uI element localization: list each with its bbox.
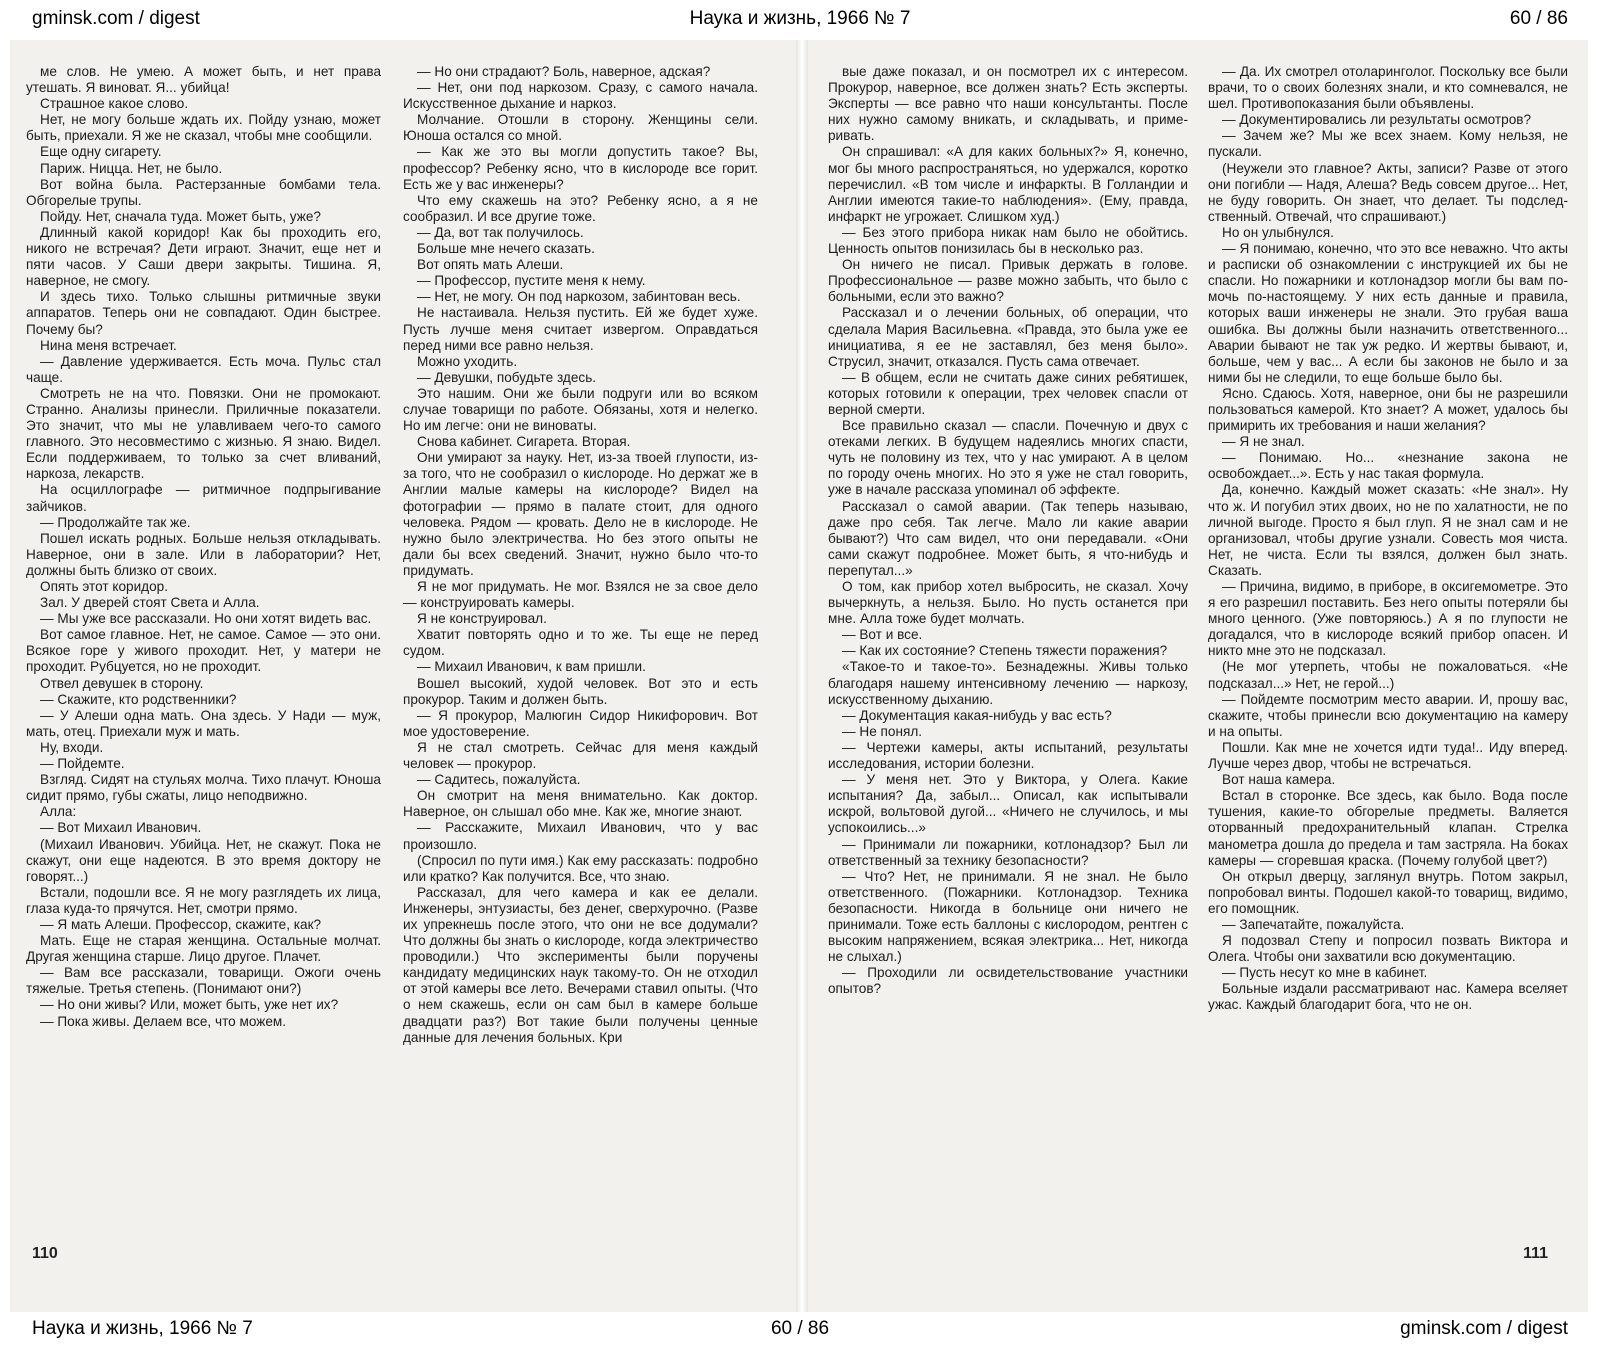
site-link[interactable]: gminsk.com / digest bbox=[32, 8, 200, 29]
paragraph: Страшное какое слово. bbox=[40, 96, 189, 112]
paragraph: — Проходили ли освидетельствование участники опытов? bbox=[828, 965, 1188, 997]
paragraph: — Пусть несут ко мне в кабинет. bbox=[1222, 965, 1428, 981]
paragraph: — Нет, они под наркозом. Сразу, с самого начала. Искусственное дыхание и наркоз. bbox=[403, 80, 758, 112]
paragraph: — Да. Их смотрел отоларинголог. Поскольку все были врачи, то о своих болезнях знали, и кто сомневался, не шел. Противопоказания были объявлены. bbox=[1208, 64, 1568, 112]
paragraph: — Документация какая-нибудь у вас есть? bbox=[842, 707, 1112, 723]
paragraph: Я не конструировал. bbox=[417, 611, 547, 627]
paragraph: Рассказал, для чего камера и как ее делали. Инженеры, энтузиасты, без денег, сверхурочно. (Разве их упрекнешь после этого, что они не все додумали? Что должны бы знать о кислороде, когда электричество проводили.) Что эксперименты были поручены кандидату медицинских наук такому-то. Он не отходил от этой камеры все лето. Вечерами ставил опыты. (Что о нем скажешь, если он сам был в камере больше двадцати раз?) Вот такие были получены ценные данные для лечения больных. Кри bbox=[403, 884, 758, 1045]
paragraph: Я подозвал Степу и попросил позвать Виктора и Олега. Чтобы они захватили всю документацию. bbox=[1208, 933, 1568, 965]
text-column-right-1 bbox=[828, 64, 1188, 1249]
paragraph: — Как же это вы могли допустить такое? Вы, профессор? Ребенку ясно, что в кислороде все горит. Есть же у вас инженеры? bbox=[403, 144, 758, 192]
paragraph: — Но они живы? Или, может быть, уже нет их? bbox=[40, 997, 339, 1013]
paragraph: (Спросил по пути имя.) Как ему рассказать: подробно или кратко? Как получится. Все, что знаю. bbox=[403, 852, 758, 884]
paragraph: — Я мать Алеши. Профессор, скажите, как? bbox=[40, 916, 322, 932]
paragraph: Зал. У дверей стоят Света и Алла. bbox=[40, 595, 260, 611]
paragraph: Рассказал и о лечении больных, об операции, что сделала Мария Васильевна. «Правда, это была уже ее инициатива, я ее не заставлял, без меня было». Струсил, значит, отказался. Пусть сама отвечает. bbox=[828, 305, 1188, 369]
paragraph: — Я не знал. bbox=[1222, 434, 1305, 450]
text-column-left-2 bbox=[403, 64, 758, 1249]
paragraph: Что ему скажешь на это? Ребенку ясно, а я не сообразил. И все другие тоже. bbox=[403, 192, 758, 224]
paragraph: — Продолжайте так же. bbox=[40, 514, 191, 530]
paragraph: — Принимали ли пожарники, котлонадзор? Был ли ответственный за технику безопасности? bbox=[828, 836, 1188, 868]
paragraph: (Не мог утерпеть, чтобы не пожаловаться. «Не подсказал...» Нет, не герой...) bbox=[1208, 659, 1568, 691]
paragraph: На осциллографе — ритмичное подпрыгивание зайчиков. bbox=[26, 482, 381, 514]
paragraph: — Михаил Иванович, к вам пришли. bbox=[417, 659, 646, 675]
paragraph: Алла: bbox=[40, 804, 77, 820]
paragraph: — Расскажите, Михаил Иванович, что у вас произошло. bbox=[403, 820, 758, 852]
paragraph: Встали, подошли все. Я не могу разглядеть их лица, глаза куда-то прячутся. Нет, смотри прямо. bbox=[26, 884, 381, 916]
paragraph: Я не стал смотреть. Сейчас для меня каждый человек — прокурор. bbox=[403, 739, 758, 772]
paragraph: (Михаил Иванович. Убийца. Нет, не скажут. Пока не скажут, они еще надеются. В это время доктору не говорят...) bbox=[26, 836, 381, 884]
paragraph: ме слов. Не умею. А может быть, и нет права утешать. Я виноват. Я... убийца! bbox=[26, 64, 381, 96]
paragraph: Не настаивала. Нельзя пустить. Ей же будет хуже. Пусть лучше меня считает извергом. Оправдаться перед ними все равно нельзя. bbox=[403, 305, 758, 353]
paragraph: — Без этого прибора никак нам было не обойтись. Ценность опытов понизилась бы в несколько раз. bbox=[828, 224, 1188, 257]
paragraph: Встал в сторонке. Все здесь, как было. Вода после тушения, какие-то обгорелые предметы. Валяется оторванный предохранительный клапан. Стрелка манометра дошла до предела и там застряла. На боках камеры — сгоревшая краска. (Почему голубой цвет?) bbox=[1208, 788, 1568, 868]
paragraph: — У Алеши одна мать. Она здесь. У Нади — муж, мать, отец. Приехали муж и мать. bbox=[26, 707, 381, 739]
paragraph: — Пойдемте посмотрим место аварии. И, прошу вас, скажите, чтобы принесли всю документацию на камеру и на опыты. bbox=[1208, 691, 1568, 739]
paragraph: — У меня нет. Это у Виктора, у Олега. Какие испытания? Да, забыл... Описал, как испытывали искрой, вольтовой дугой... «Ничего не случилось, и мы успокоились...» bbox=[828, 772, 1188, 836]
paragraph: — Скажите, кто родственники? bbox=[40, 691, 237, 707]
paragraph: Смотреть не на что. Повязки. Они не промокают. Странно. Анализы принесли. Приличные показатели. Это значит, что мы не улавливаем чего-то самого главного. Это несовместимо с жизнью. Я знаю. Видел. Если поддерживаем, то только за счет вливаний, наркоза, лекарств. bbox=[26, 385, 381, 482]
paragraph: — Как их состояние? Степень тяжести поражения? bbox=[842, 643, 1168, 659]
paragraph: — Давление удерживается. Есть моча. Пульс стал чаще. bbox=[26, 353, 381, 385]
paragraph: Париж. Ницца. Нет, не было. bbox=[40, 160, 223, 176]
paragraph: Взгляд. Сидят на стульях молча. Тихо плачут. Юноша сидит прямо, губы сжаты, лицо неподвижно. bbox=[26, 772, 381, 804]
paragraph: Больные издали рассматривают нас. Камера вселяет ужас. Каждый благодарит бога, что не он. bbox=[1208, 981, 1568, 1013]
paragraph: Опять этот коридор. bbox=[40, 579, 168, 594]
paragraph: — Понимаю. Но... «незнание закона не освобождает...». Есть у нас такая формула. bbox=[1208, 450, 1568, 482]
paragraph: — Вот Михаил Иванович. bbox=[40, 820, 202, 836]
document-title-footer: Наука и жизнь, 1966 № 7 bbox=[32, 1318, 253, 1339]
paragraph: — Профессор, пустите меня к нему. bbox=[417, 273, 646, 289]
paragraph: Пошли. Как мне не хочется идти туда!.. Иду вперед. Лучше через двор, чтобы не встречаться. bbox=[1208, 739, 1568, 772]
paragraph: Ну, входи. bbox=[40, 739, 104, 755]
paragraph: Вот наша камера. bbox=[1222, 772, 1336, 788]
paragraph: — Что? Нет, не принимали. Я не знал. Не было ответственного. (Пожарники. Котлонадзор. Техника безопасности. Никогда в больнице они ничего не принимали. Тоже есть баллоны с кислородом, рентген с высоким напряжением, всякая электрика... Нет, никогда не слыхал.) bbox=[828, 868, 1188, 965]
paragraph: Пошел искать родных. Больше нельзя откладывать. Наверное, они в зале. Или в лаборатории? Нет, должны быть близко от своих. bbox=[26, 530, 381, 578]
paragraph: — Пока живы. Делаем все, что можем. bbox=[40, 1013, 287, 1029]
viewer-footer bbox=[0, 1310, 1600, 1350]
paragraph: Нет, не могу больше ждать их. Пойду узнаю, может быть, приехали. Я же не сказал, чтобы мне сообщили. bbox=[26, 112, 381, 144]
page-counter: 60 / 86 bbox=[1509, 8, 1568, 29]
paragraph: Можно уходить. bbox=[417, 353, 518, 369]
magazine-page-left bbox=[10, 40, 796, 1312]
page-counter-footer: 60 / 86 bbox=[770, 1318, 830, 1339]
paragraph: Я не мог придумать. Не мог. Взялся не за свое дело — конструировать камеры. bbox=[403, 579, 758, 611]
paragraph: Ясно. Сдаюсь. Хотя, наверное, они бы не разрешили пользоваться камерой. Кто знает? А может, удалось бы примирить их требования и наши желания? bbox=[1208, 385, 1568, 434]
paragraph: Больше мне нечего сказать. bbox=[417, 241, 595, 257]
paragraph: Это нашим. Они же были подруги или во всяком случае товарищи по работе. Обязаны, хотя и нелегко. Но им легче: они не виноваты. bbox=[403, 385, 758, 434]
paragraph: — Но они страдают? Боль, наверное, адская? bbox=[417, 64, 711, 79]
paragraph: И здесь тихо. Только слышны ритмичные звуки аппаратов. Теперь они не совпадают. Один быстрее. Почему бы? bbox=[26, 289, 381, 337]
paragraph: Молчание. Отошли в сторону. Женщины сели. Юноша остался со мной. bbox=[403, 112, 758, 144]
paragraph: — Вот и все. bbox=[842, 627, 923, 643]
magazine-page-right bbox=[808, 40, 1588, 1312]
paragraph: — В общем, если не считать даже синих ребятишек, которых готовили к операции, трех человек спасли от верной смерти. bbox=[828, 369, 1188, 417]
paragraph: Длинный какой коридор! Как бы проходить его, никого не встречая? Дети играют. Значит, еще нет и пяти часов. У Саши двери закрыты. Тишина. Я, наверное, не смогу. bbox=[26, 224, 381, 289]
text-column-left-1 bbox=[26, 64, 381, 1249]
paragraph: Но он улыбнулся. bbox=[1222, 224, 1334, 240]
paragraph: — Девушки, побудьте здесь. bbox=[417, 369, 597, 385]
paragraph: — Причина, видимо, в приборе, в оксигемометре. Это я его разрешил поставить. Без него опыты потеряли бы много ценного. (Уже повторяюсь.) А я по глупости не догадался, что в кислороде всякий прибор опасен. И никто мне это не подсказал. bbox=[1208, 579, 1568, 659]
paragraph: Они умирают за науку. Нет, из-за твоей глупости, из-за того, что не сообразил о кислороде. Но держат же в Англии малые камеры на кислороде? Видел на фотографии — прямо в палате стоит, для одного человека. Рядом — кровать. Дело не в кислороде. Не нужно было электричества. Но без этого опыты не дали бы всех сведений. Значит, нужно было что-то придумать. bbox=[403, 450, 758, 578]
paragraph: — Пойдемте. bbox=[40, 756, 125, 772]
paragraph: Отвел девушек в сторону. bbox=[40, 675, 204, 691]
paragraph: Он смотрит на меня внимательно. Как доктор. Наверное, он слышал обо мне. Как же, многие знают. bbox=[403, 788, 758, 820]
paragraph: — Запечатайте, пожалуйста. bbox=[1222, 916, 1405, 932]
page-gutter bbox=[796, 40, 808, 1312]
paragraph: Все правильно сказал — спасли. Почечную и двух с отеками легких. В будущем надеялись многих спасти, чуть не половину из тех, что у нас умирают. А в целом по городу очень многих. Но это я уже не стал говорить, уже в начале рассказа упоминал об эффекте. bbox=[828, 418, 1188, 498]
paragraph: — Садитесь, пожалуйста. bbox=[417, 772, 581, 788]
paragraph: Да, конечно. Каждый может сказать: «Не знал». Ну что ж. И погубил этих двоих, но не по халатности, не по личной выгоде. Просто я был глуп. Я не знал сам и не организовал, чтобы другие узнали. Совесть моя чиста. Нет, не чиста. Если ты взялся, должен был знать. Сказать. bbox=[1208, 482, 1568, 578]
paragraph: Вот война была. Растерзанные бомбами тела. Обгорелые трупы. bbox=[26, 176, 381, 208]
paragraph: — Я понимаю, конечно, что это все неважно. Что акты и расписки об ознакомлении с инструкцией их бы не спасли. Но пожарники и котлонадзор могли бы вам помочь по-настоящему. У них есть данные и правила, которых ваши инженеры не знали. Это грубая ваша ошибка. Вы должны были назначить ответственного... Аварии бывают не так уж редко. И жертвы бывают, и, больше, чем у вас... А если бы законов не было и за ними бы не следили, то еще больше было бы. bbox=[1208, 241, 1568, 385]
document-title: Наука и жизнь, 1966 № 7 bbox=[689, 8, 911, 29]
paragraph: Нина меня встречает. bbox=[40, 337, 177, 353]
paragraph: — Я прокурор, Малюгин Сидор Никифорович. Вот мое удостоверение. bbox=[403, 707, 758, 739]
paragraph: — Нет, не могу. Он под наркозом, забинтован весь. bbox=[417, 289, 741, 305]
paragraph: Снова кабинет. Сигарета. Вторая. bbox=[417, 434, 631, 450]
paragraph: — Да, вот так получилось. bbox=[417, 224, 584, 240]
paragraph: — Мы уже все рассказали. Но они хотят видеть вас. bbox=[40, 611, 372, 627]
paragraph: Хватит повторять одно и то же. Ты еще не перед судом. bbox=[403, 627, 758, 659]
paragraph: Вошел высокий, худой человек. Вот это и есть прокурор. Таким и должен быть. bbox=[403, 675, 758, 707]
paragraph: О том, как прибор хотел выбросить, не сказал. Хочу вычеркнуть, а нельзя. Было. Но пусть останется при мне. Алла тоже будет молчать. bbox=[828, 579, 1188, 627]
paragraph: Вот опять мать Алеши. bbox=[417, 257, 564, 273]
page-number-right: 111 bbox=[1523, 1245, 1548, 1262]
paragraph: Он открыл дверцу, заглянул внутрь. Потом закрыл, попробовал винты. Подошел какой-то товарищ, видимо, его помощник. bbox=[1208, 868, 1568, 916]
paragraph: Мать. Еще не старая женщина. Остальные молчат. Другая женщина старше. Лицо другое. Плачет. bbox=[26, 933, 381, 965]
paragraph: «Такое-то и такое-то». Безнадежны. Живы только благодаря нашему интенсивному лечению — наркозу, искусственному дыханию. bbox=[828, 659, 1188, 707]
paragraph: Вот самое главное. Нет, не самое. Самое — это они. Всякое горе у живого проходит. Нет, у матери не проходит. Рубцуется, но не проходит. bbox=[26, 627, 381, 675]
paragraph: — Чертежи камеры, акты испытаний, результаты исследования, истории болезни. bbox=[828, 739, 1188, 772]
viewer-header bbox=[0, 0, 1600, 40]
paragraph: — Документировались ли результаты осмотров? bbox=[1222, 112, 1532, 128]
page-number-left: 110 bbox=[32, 1245, 58, 1262]
paragraph: — Зачем же? Мы же всех знаем. Кому нельзя, не пускали. bbox=[1208, 128, 1568, 160]
paragraph: Он ничего не писал. Привык держать в голове. Профессиональное — разве можно забыть, что было с больными, если это важно? bbox=[828, 257, 1188, 305]
paragraph: Пойду. Нет, сначала туда. Может быть, уже? bbox=[40, 208, 321, 224]
text-column-right-2 bbox=[1208, 64, 1568, 1249]
paragraph: Еще одну сигарету. bbox=[40, 144, 162, 160]
site-link-footer[interactable]: gminsk.com / digest bbox=[1400, 1318, 1568, 1339]
paragraph: Он спрашивал: «А для каких больных?» Я, конечно, мог бы много распространяться, но удержался, коротко перечислил. «В том числе и инфаркты. В Голландии и Англии имеются такие-то наблюдения». (Ему, правда, инфаркт не угрожает. Слишком худ.) bbox=[828, 144, 1188, 224]
paragraph: вые даже показал, и он посмотрел их с интересом. Прокурор, наверное, все должен знать? Есть эксперты. Эксперты — все равно что наши консультанты. После них нужно самому вникать, и складывать, и примеривать. bbox=[828, 64, 1188, 144]
paragraph: (Неужели это главное? Акты, записи? Разве от этого они погибли — Надя, Алеша? Ведь совсем другое... Нет, не буду говорить. Он знает, что делает. Ты подследственный. Отвечай, что спрашивают.) bbox=[1208, 160, 1568, 224]
paragraph: — Вам все рассказали, товарищи. Ожоги очень тяжелые. Третья степень. (Понимают они?) bbox=[26, 965, 381, 997]
paragraph: Рассказал о самой аварии. (Так теперь называю, даже про себя. Так легче. Мало ли какие аварии бывают?) Что сам видел, что они передавали. «Они сами скажут подробнее. Может быть, я что-нибудь и перепутал...» bbox=[828, 498, 1188, 578]
paragraph: — Не понял. bbox=[842, 723, 923, 739]
